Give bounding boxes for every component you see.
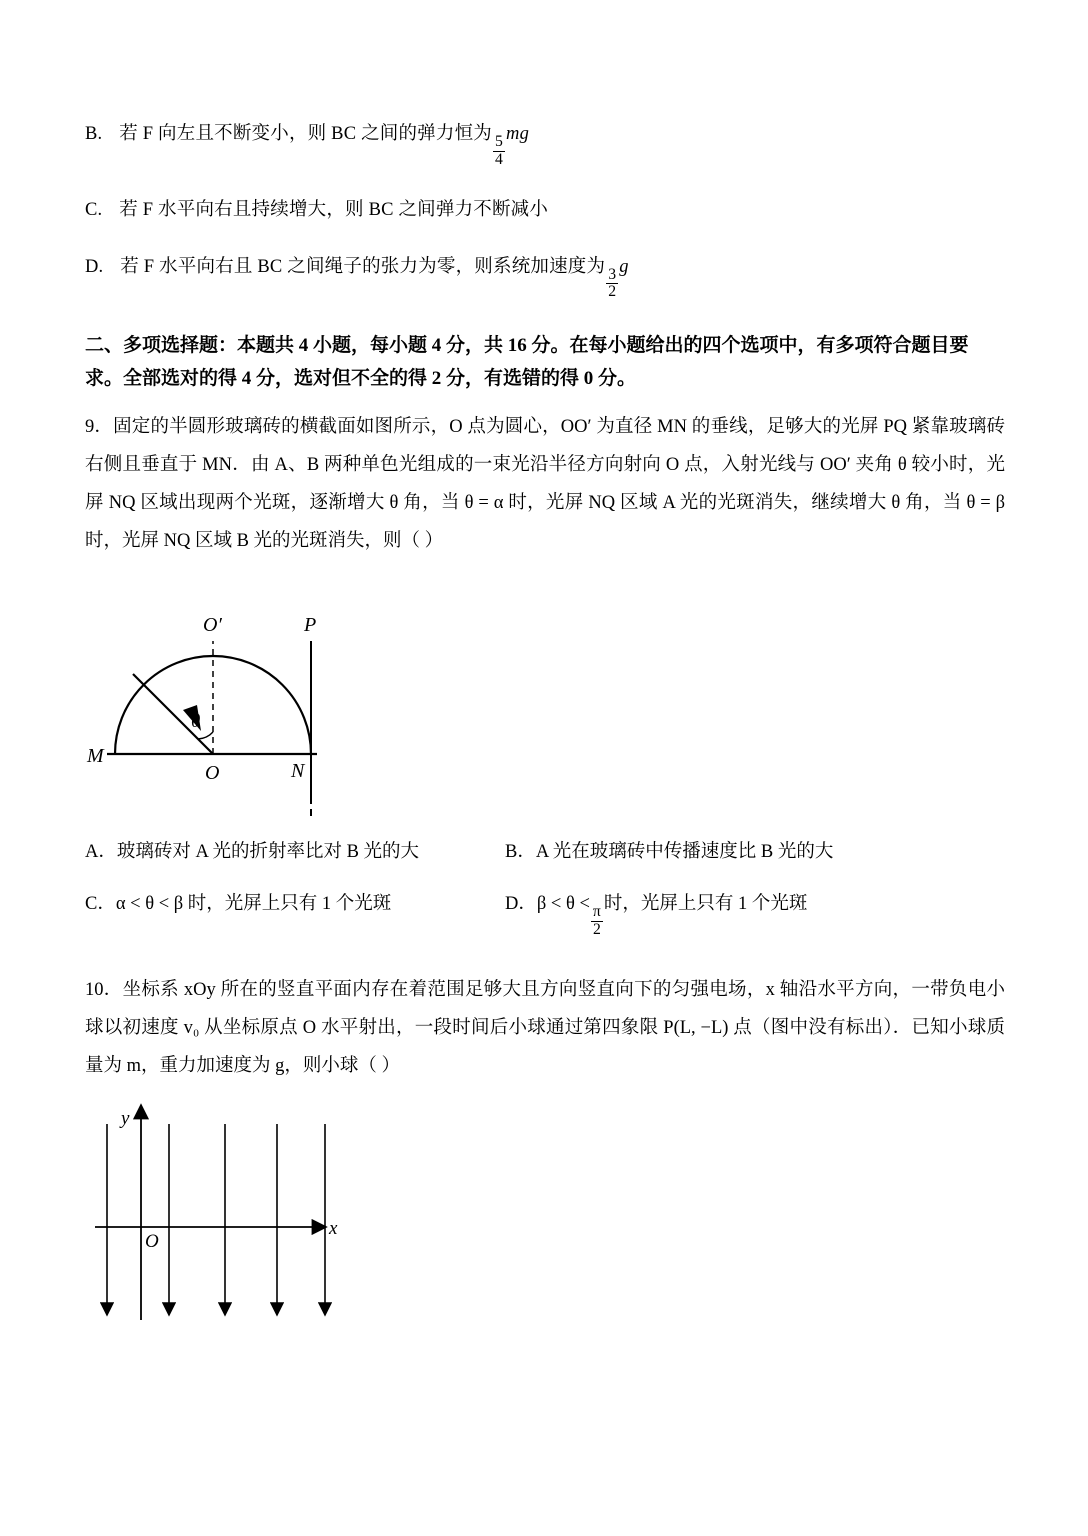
section-heading: 二、多项选择题：本题共 4 小题，每小题 4 分，共 16 分。在每小题给出的四个选项中，有多项符合题目要求。全部选对的得 4 分，选对但不全的得 2 分，有选错的得 0 分。 <box>85 334 969 390</box>
option-d-fraction-denominator: 2 <box>608 283 617 301</box>
q9-option-d-fraction-denominator: 2 <box>592 920 601 938</box>
document-content <box>85 120 1005 1332</box>
option-c-label: C. <box>85 200 103 221</box>
q9-option-b-label: B． <box>505 841 536 862</box>
uniform-field-axes-figure <box>85 1102 385 1332</box>
q9-option-c-label: C． <box>85 893 116 914</box>
q9-option-a <box>85 837 505 863</box>
semicircle-glass-figure <box>85 579 445 819</box>
question-9-body <box>85 409 1005 561</box>
option-d-text: 若 F 水平向右且 BC 之间绳子的张力为零，则系统加速度为 <box>120 256 606 277</box>
label-theta: θ <box>191 710 201 732</box>
option-b-fraction-numerator: 5 <box>494 133 504 151</box>
option-b-text-after: mg <box>506 124 530 144</box>
question-10-number: 10． <box>85 980 123 1001</box>
option-d-fraction-numerator: 3 <box>608 265 617 283</box>
question-9-figure <box>85 579 1005 819</box>
question-10-body <box>85 972 1005 1086</box>
option-b-fraction-denominator: 4 <box>494 150 504 168</box>
option-d-text-after: g <box>619 256 629 277</box>
question-9-options-row-1 <box>85 837 1005 863</box>
label-o: O <box>205 761 220 784</box>
q9-option-a-label: A． <box>85 841 117 862</box>
question-9-number: 9． <box>85 417 114 438</box>
q9-option-b <box>505 837 833 863</box>
q9-option-c <box>85 889 505 938</box>
q9-option-d-fraction <box>591 904 603 938</box>
option-b <box>85 120 1005 168</box>
label-n: N <box>291 759 305 782</box>
label-o-prime: O′ <box>203 613 222 636</box>
question-10-figure <box>85 1102 1005 1332</box>
option-b-label: B. <box>85 124 103 144</box>
q9-option-d-text-pre: β < θ < <box>536 893 590 914</box>
label-p: P <box>304 613 317 636</box>
label-origin: O <box>145 1230 159 1252</box>
label-m: M <box>87 744 104 767</box>
q9-option-d-label: D． <box>505 893 537 914</box>
q9-option-c-text: α < θ < β 时，光屏上只有 1 个光斑 <box>115 893 392 914</box>
q9-option-d-text-post: 时，光屏上只有 1 个光斑 <box>603 893 808 914</box>
q9-option-a-text: 玻璃砖对 A 光的折射率比对 B 光的大 <box>116 841 420 862</box>
q9-option-b-text: A 光在玻璃砖中传播速度比 B 光的大 <box>535 841 834 862</box>
label-x-axis: x <box>329 1217 338 1239</box>
option-b-fraction <box>493 134 505 168</box>
question-9-text: 固定的半圆形玻璃砖的横截面如图所示，O 点为圆心，OO′ 为直径 MN 的垂线，足够大的光屏 PQ 紧靠玻璃砖右侧且垂直于 MN．由 A、B 两种单色光组成的一束光沿半径方向射向 O 点，入射光线与 OO′ 夹角 θ 较小时，光屏 NQ 区域出现两个光斑，逐渐增大 θ 角，当 θ = α 时，光屏 NQ 区域 A 光的光斑消失，继续增大 θ 角，当 θ = β 时，光屏 NQ 区域 B 光的光斑消失，则（ ） <box>85 417 1005 552</box>
option-b-text: 若 F 向左且不断变小，则 BC 之间的弹力恒为 <box>119 124 492 144</box>
label-y-axis: y <box>121 1107 130 1129</box>
option-d-fraction <box>606 267 618 301</box>
option-d-label: D. <box>85 256 104 277</box>
option-d <box>85 253 1005 301</box>
question-9-options-row-2 <box>85 889 1005 938</box>
option-c-text: 若 F 水平向右且持续增大，则 BC 之间弹力不断减小 <box>119 200 549 221</box>
q9-option-d-fraction-numerator: π <box>592 903 601 921</box>
q9-option-d <box>505 889 807 938</box>
option-c <box>85 196 1005 225</box>
question-10-text: 坐标系 xOy 所在的竖直平面内存在着范围足够大且方向竖直向下的匀强电场，x 轴沿水平方向，一带负电小球以初速度 v₀ 从坐标原点 O 水平射出，一段时间后小球通过第四象限 P(L, −L) 点（图中没有标出）．已知小球质量为 m，重力加速度为 g，则小球（ ） <box>85 980 1005 1076</box>
